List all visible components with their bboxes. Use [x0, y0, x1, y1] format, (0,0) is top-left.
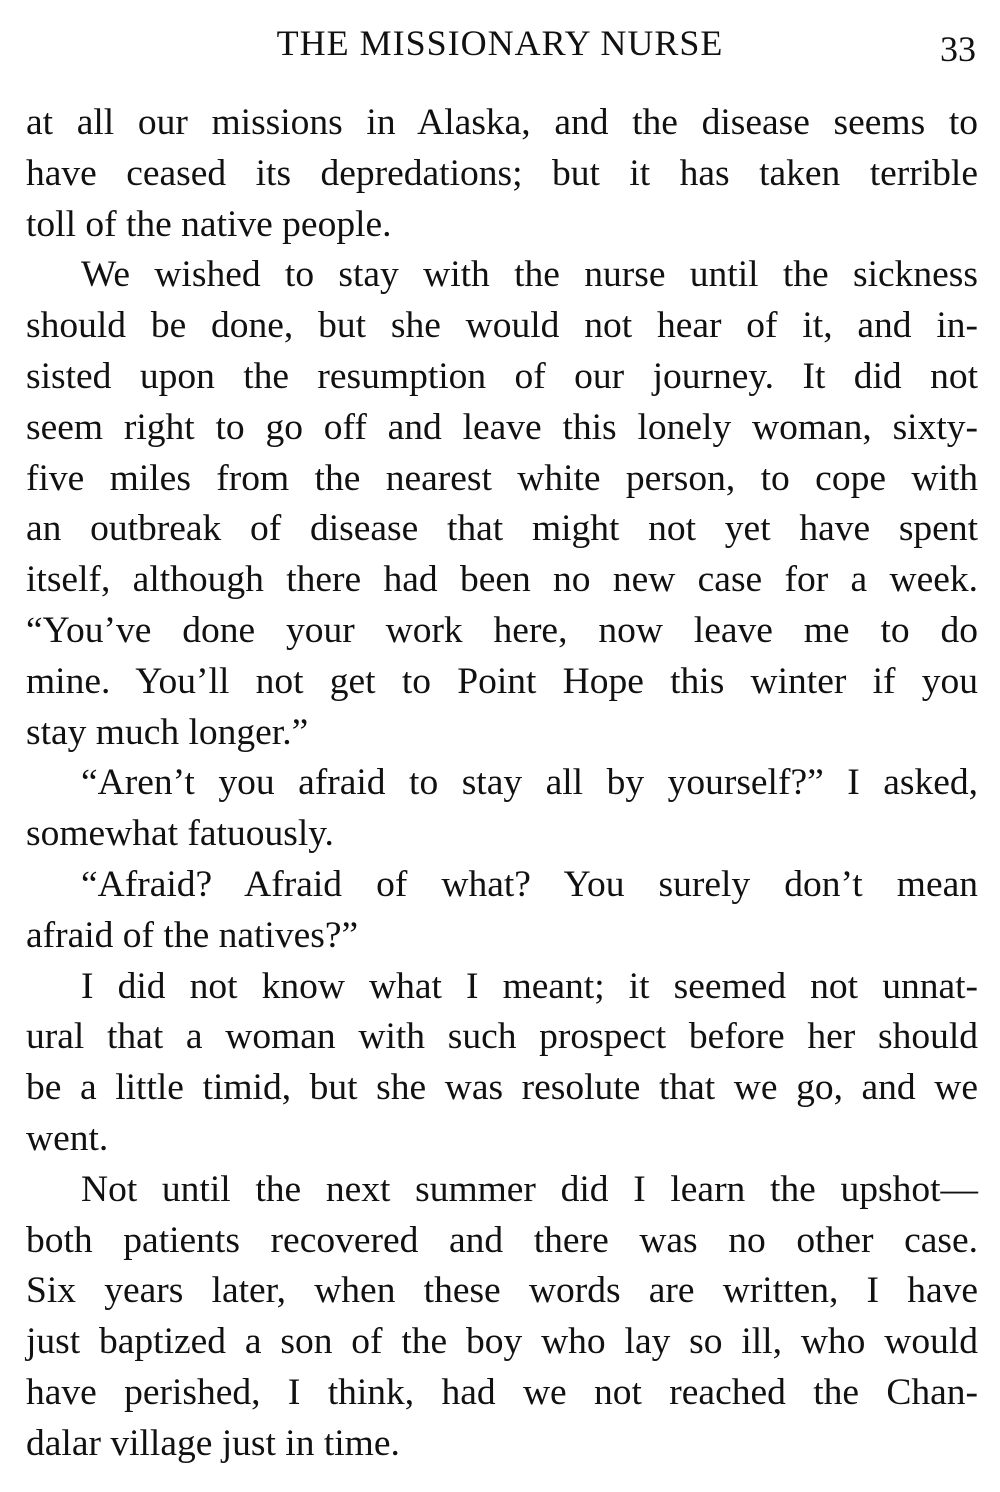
- text-line: went.: [26, 1117, 109, 1159]
- text-line: Not until the next summer did I learn the upshot—: [81, 1168, 978, 1210]
- text-line: afraid of the natives?”: [26, 914, 359, 956]
- text-line: stay much longer.”: [26, 711, 309, 753]
- text-line: have perished, I think, had we not reached the Chan-: [26, 1371, 978, 1413]
- text-line: somewhat fatuously.: [26, 813, 334, 855]
- text-line: have ceased its depredations; but it has taken terrible: [26, 152, 978, 194]
- text-line: mine. You’ll not get to Point Hope this winter if you: [26, 660, 978, 702]
- text-line: I did not know what I meant; it seemed not unnat-: [81, 965, 978, 1007]
- text-line: Six years later, when these words are written, I have: [26, 1270, 978, 1312]
- text-line: “Afraid? Afraid of what? You surely don’t mean: [81, 863, 978, 905]
- running-title: THE MISSIONARY NURSE: [276, 23, 724, 63]
- text-line: just baptized a son of the boy who lay so ill, who would: [26, 1321, 978, 1363]
- running-head: [0, 22, 1000, 72]
- text-line: dalar village just in time.: [26, 1422, 400, 1464]
- text-line: itself, although there had been no new case for a week.: [26, 559, 978, 601]
- text-line: should be done, but she would not hear of it, and in-: [26, 305, 978, 347]
- text-line: at all our missions in Alaska, and the disease seems to: [26, 102, 978, 143]
- text-line: sisted upon the resumption of our journey. It did not: [26, 355, 978, 397]
- text-line: an outbreak of disease that might not yet have spent: [26, 508, 978, 550]
- text-line: seem right to go off and leave this lonely woman, sixty-: [26, 406, 978, 448]
- text-line: “Aren’t you afraid to stay all by yourself?” I asked,: [81, 762, 978, 804]
- text-line: toll of the native people.: [26, 203, 392, 245]
- page-number: 33: [940, 29, 976, 69]
- text-line: ural that a woman with such prospect before her should: [26, 1016, 978, 1058]
- text-line: be a little timid, but she was resolute that we go, and we: [26, 1067, 978, 1109]
- text-line: We wished to stay with the nurse until the sickness: [81, 254, 978, 296]
- text-line: five miles from the nearest white person, to cope with: [26, 457, 978, 499]
- text-line: “You’ve done your work here, now leave me to do: [26, 609, 978, 651]
- body-text: [26, 98, 978, 1470]
- text-line: both patients recovered and there was no other case.: [26, 1219, 978, 1261]
